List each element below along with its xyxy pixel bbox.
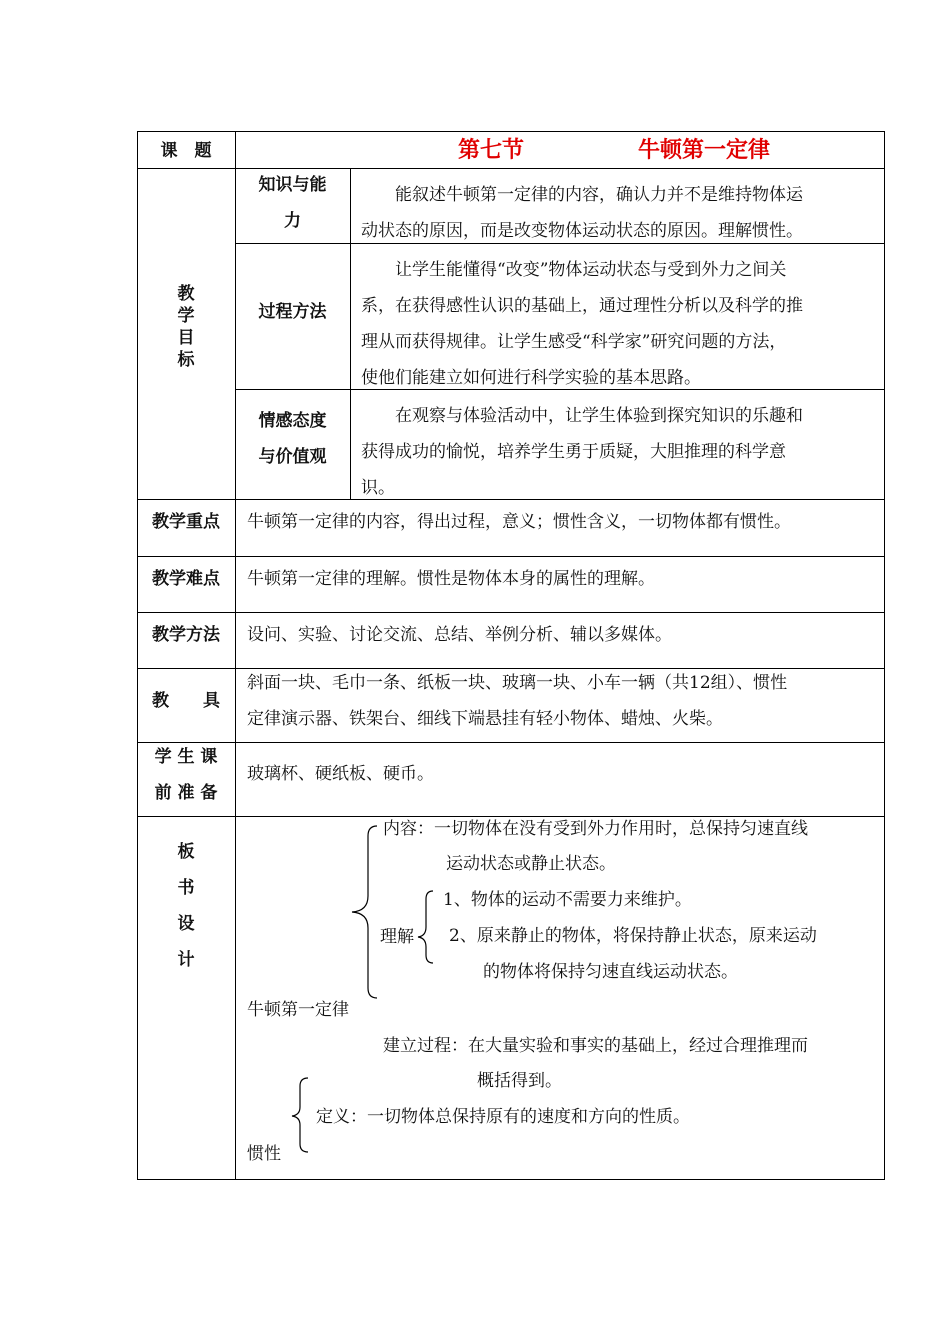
objective-knowledge-label: 知识与能 力 [258,175,327,231]
objective-attitude-label: 情感态度 与价值观 [258,411,327,467]
objectives-label: 教 学 目 标 [177,284,195,370]
board-understanding-label: 理解 [380,927,414,947]
brace-law-icon [352,826,377,998]
objective-process-label: 过程方法 [258,302,327,322]
key-points-text: 牛顿第一定律的内容，得出过程，意义；惯性含义，一切物体都有惯性。 [247,512,791,532]
board-inertia-label: 惯性 [247,1144,281,1164]
lesson-plan-table [137,131,885,1180]
board-design-label: 板 书 设 计 [177,842,195,970]
difficulties-text: 牛顿第一定律的理解。惯性是物体本身的属性的理解。 [247,569,655,589]
board-content-line1: 内容：一切物体在没有受到外力作用时，总保持匀速直线 [383,819,808,839]
topic-label: 课 题 [160,141,212,161]
brace-inertia-icon [292,1078,308,1152]
key-points-label: 教学重点 [152,512,220,532]
board-understanding-2-line1: 2、原来静止的物体，将保持静止状态，原来运动 [449,926,817,946]
board-law-label: 牛顿第一定律 [247,1000,349,1020]
board-braces [137,131,885,1180]
board-definition: 定义：一切物体总保持原有的速度和方向的性质。 [316,1107,690,1127]
prep-label: 学 生 课 前 准 备 [154,747,218,803]
tools-text: 斜面一块、毛巾一条、纸板一块、玻璃一块、小车一辆（共12组）、惯性 定律演示器、铁架台、细线下端悬挂有轻小物体、蜡烛、火柴。 [247,673,788,729]
brace-understanding-icon [418,891,433,963]
board-understanding-1: 1、物体的运动不需要力来维护。 [443,890,692,910]
methods-text: 设问、实验、讨论交流、总结、举例分析、辅以多媒体。 [247,625,672,645]
objective-process-text: 让学生能懂得“改变”物体运动状态与受到外力之间关 系，在获得感性认识的基础上，通过理性分析以及科学的推 理从而获得规律。让学生感受“科学家”研究问题的方法， 使他们能建立如何进行科学实验的基本思路。 [361,260,803,388]
board-process-line1: 建立过程：在大量实验和事实的基础上，经过合理推理而 [383,1036,808,1056]
board-content-line2: 运动状态或静止状态。 [446,854,616,874]
methods-label: 教学方法 [152,625,220,645]
difficulties-label: 教学难点 [152,569,220,589]
objective-attitude-text: 在观察与体验活动中，让学生体验到探究知识的乐趣和 获得成功的愉悦，培养学生勇于质疑，大胆推理的科学意 识。 [361,406,803,498]
lesson-title-name: 牛顿第一定律 [638,138,771,163]
tools-label: 教 具 [152,691,220,711]
lesson-title-section: 第七节 [458,138,525,163]
board-process-line2: 概括得到。 [477,1071,562,1091]
board-understanding-2-line2: 的物体将保持匀速直线运动状态。 [483,962,738,982]
prep-text: 玻璃杯、硬纸板、硬币。 [247,764,434,784]
objective-knowledge-text: 能叙述牛顿第一定律的内容，确认力并不是维持物体运 动状态的原因，而是改变物体运动状态的原因。理解惯性。 [361,185,803,241]
